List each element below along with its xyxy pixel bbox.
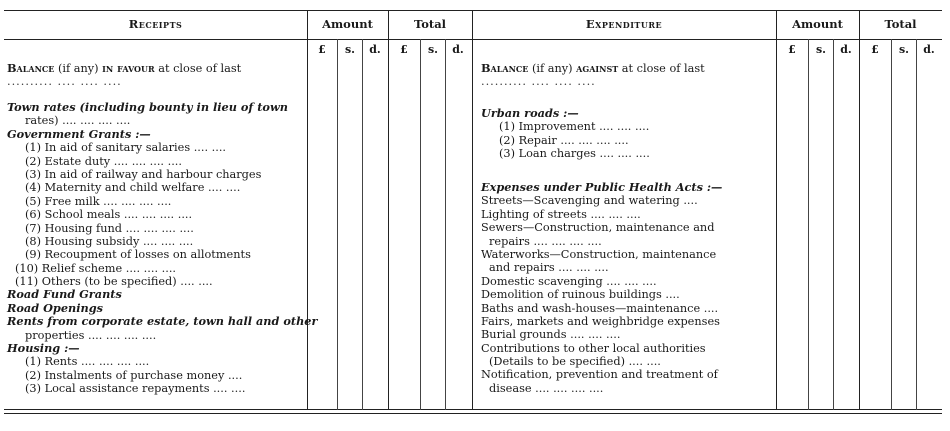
pounds-col-label: £ xyxy=(871,43,879,56)
urban-roads-heading: Urban roads :— xyxy=(481,106,579,120)
receipts-header: Receipts xyxy=(128,17,183,31)
grant-item: (10) Relief scheme .... .... .... xyxy=(15,261,177,275)
public-health-item: Baths and wash-houses—maintenance .... xyxy=(481,301,719,315)
receipts-balance xyxy=(7,62,305,89)
urban-road-item: (3) Loan charges .... .... .... xyxy=(499,147,650,161)
grant-item: (3) In aid of railway and harbour charges xyxy=(25,167,262,181)
shillings-col-label: s. xyxy=(427,43,439,56)
urban-road-item: (2) Repair .... .... .... .... xyxy=(499,133,629,147)
rents-corporate-estate: Rents from corporate estate, town hall and other xyxy=(7,314,318,329)
town-rates-label: Town rates (including bounty in lieu of town xyxy=(7,100,288,114)
col-divider xyxy=(916,39,917,410)
col-divider xyxy=(388,10,389,410)
total-header-left: Total xyxy=(413,17,447,31)
expenditure-balance-dots: .......... .... .... .... xyxy=(481,75,596,89)
public-health-item: Demolition of ruinous buildings .... xyxy=(481,288,680,302)
receipts-balance-rest: at close of last xyxy=(158,62,242,75)
town-rates-cont: rates) .... .... .... .... xyxy=(25,114,131,128)
public-health-item: repairs .... .... .... .... xyxy=(489,234,602,248)
col-divider xyxy=(808,39,809,410)
grant-item: (1) In aid of sanitary salaries .... .... xyxy=(25,141,227,155)
urban-road-item: (1) Improvement .... .... .... xyxy=(499,120,650,134)
road-fund-grants: Road Fund Grants xyxy=(7,287,122,302)
total-header-right: Total xyxy=(884,17,917,31)
housing-item: (1) Rents .... .... .... .... xyxy=(25,355,150,369)
public-health-item: Fairs, markets and weighbridge expenses xyxy=(481,314,720,328)
col-divider-main xyxy=(472,10,473,410)
public-health-item: Contributions to other local authorities xyxy=(481,341,706,355)
col-divider xyxy=(776,10,777,410)
bottom-rule xyxy=(4,409,942,410)
pounds-col-label: £ xyxy=(400,43,408,56)
col-divider xyxy=(891,39,892,410)
pence-col-label: d. xyxy=(369,43,381,56)
housing-heading: Housing :— xyxy=(7,341,80,356)
col-divider xyxy=(362,39,363,410)
col-divider xyxy=(445,39,446,410)
expenditure-balance-rest: at close of last xyxy=(621,62,705,75)
expenditure-header: Expenditure xyxy=(585,17,663,31)
pence-col-label: d. xyxy=(923,43,935,56)
expenditure-balance-prefix: Balance xyxy=(481,61,529,75)
grant-item: (7) Housing fund .... .... .... .... xyxy=(25,221,194,235)
public-health-item: Lighting of streets .... .... .... xyxy=(481,207,641,221)
public-health-item: and repairs .... .... .... xyxy=(489,261,609,275)
col-divider xyxy=(337,39,338,410)
public-health-item: Streets—Scavenging and watering .... xyxy=(481,194,698,208)
col-divider xyxy=(420,39,421,410)
receipts-balance-sc: in favour xyxy=(102,61,155,75)
public-health-block xyxy=(481,181,773,395)
grant-item: (2) Estate duty .... .... .... .... xyxy=(25,154,182,168)
expenditure-balance-sc: against xyxy=(576,61,619,75)
pounds-col-label: £ xyxy=(788,43,796,56)
expenditure-balance-mid: (if any) xyxy=(531,62,573,75)
grant-item: (5) Free milk .... .... .... .... xyxy=(25,194,172,208)
receipts-balance-dots: .......... .... .... .... xyxy=(7,75,122,89)
grant-item: (11) Others (to be specified) .... .... xyxy=(15,275,213,289)
public-health-heading: Expenses under Public Health Acts :— xyxy=(481,180,723,194)
amount-header-left: Amount xyxy=(322,17,373,31)
rents-corporate-cont: properties .... .... .... .... xyxy=(25,328,157,342)
road-openings: Road Openings xyxy=(7,300,103,315)
grant-item: (6) School meals .... .... .... .... xyxy=(25,208,193,222)
public-health-item: (Details to be specified) .... .... xyxy=(489,355,661,369)
shillings-col-label: s. xyxy=(898,43,910,56)
shillings-col-label: s. xyxy=(815,43,827,56)
amount-header-right: Amount xyxy=(792,17,843,31)
public-health-item: disease .... .... .... .... xyxy=(489,381,604,395)
public-health-item: Burial grounds .... .... .... xyxy=(481,328,621,342)
government-grants-heading: Government Grants :— xyxy=(7,126,151,141)
top-rule xyxy=(4,10,942,11)
grant-item: (9) Recoupment of losses on allotments xyxy=(25,248,251,262)
public-health-item: Sewers—Construction, maintenance and xyxy=(481,221,715,235)
shillings-col-label: s. xyxy=(344,43,356,56)
urban-roads-block xyxy=(481,107,773,161)
grant-item: (4) Maternity and child welfare .... .... xyxy=(25,181,241,195)
receipts-balance-mid: (if any) xyxy=(57,62,99,75)
public-health-item: Waterworks—Construction, maintenance xyxy=(481,247,717,261)
expenditure-balance xyxy=(481,62,773,89)
col-divider xyxy=(833,39,834,410)
grant-item: (8) Housing subsidy .... .... .... xyxy=(25,234,194,248)
public-health-item: Notification, prevention and treatment of xyxy=(481,368,718,382)
pence-col-label: d. xyxy=(840,43,852,56)
receipts-body xyxy=(7,100,318,396)
receipts-balance-prefix: Balance xyxy=(7,61,55,75)
col-divider xyxy=(859,10,860,410)
pounds-col-label: £ xyxy=(318,43,326,56)
public-health-item: Domestic scavenging .... .... .... xyxy=(481,274,657,288)
bottom-rule-double xyxy=(4,413,942,414)
pence-col-label: d. xyxy=(452,43,464,56)
col-divider xyxy=(307,10,308,410)
housing-item: (3) Local assistance repayments .... .... xyxy=(25,382,246,396)
header-rule xyxy=(4,39,942,40)
housing-item: (2) Instalments of purchase money .... xyxy=(25,368,243,382)
